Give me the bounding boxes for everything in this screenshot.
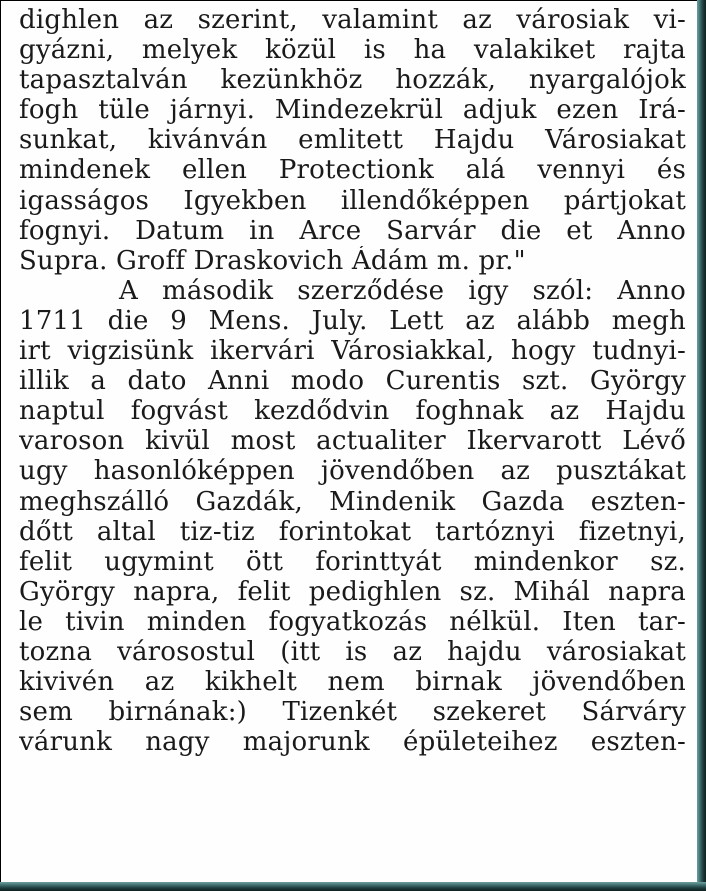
frame-shadow-right <box>697 0 706 891</box>
text-line: fogh tüle járnyi. Mindezekrül adjuk ezen Irá- <box>19 95 686 126</box>
text-line: dőtt altal tiz-tiz forintokat tartóznyi fizetnyi, <box>19 516 686 547</box>
text-line: gyázni, melyek közül is ha valakiket rajta <box>19 35 686 66</box>
newspaper-clipping <box>1 1 697 882</box>
text-line: Supra. Groff Draskovich Ádám m. pr." <box>19 245 526 276</box>
text-line: fognyi. Datum in Arce Sarvár die et Anno <box>19 215 686 246</box>
text-line: tapasztalván kezünkhöz hozzák, nyargalójok <box>19 65 686 96</box>
text-line: varoson kivül most actualiter Ikervarott Lévő <box>19 426 686 457</box>
text-line: tozna városostul (itt is az hajdu városiakat <box>19 636 686 667</box>
text-line: naptul fogvást kezdődvin foghnak az Hajdu <box>19 396 686 427</box>
text-line: várunk nagy majorunk épületeihez eszten- <box>19 727 686 758</box>
text-line: György napra, felit pedighlen sz. Mihál napra <box>19 576 686 607</box>
text-line: igasságos Igyekben illendőképpen pártjokat <box>19 185 686 216</box>
text-line: mindenek ellen Protectionk alá vennyi és <box>19 155 686 186</box>
text-line: meghszálló Gazdák, Mindenik Gazda eszten- <box>19 486 686 517</box>
text-line: illik a dato Anni modo Curentis szt. György <box>19 366 686 397</box>
text-line: sem birnának:) Tizenkét szekeret Sárváry <box>19 697 686 728</box>
text-line: 1711 die 9 Mens. July. Lett az alább megh <box>19 305 686 336</box>
text-line: sunkat, kivánván emlitett Hajdu Városiakat <box>19 125 686 156</box>
text-line: kivivén az kikhelt nem birnak jövendőben <box>19 667 686 698</box>
frame-shadow-bottom <box>0 882 706 891</box>
article-text <box>19 5 686 757</box>
text-line: irt vigzisünk ikervári Városiakkal, hogy tudnyi- <box>19 336 686 367</box>
text-line: felit ugymint ött forinttyát mindenkor sz. <box>19 546 686 577</box>
text-line: ugy hasonlóképpen jövendőben az pusztákat <box>19 456 686 487</box>
text-line: dighlen az szerint, valamint az városiak vi- <box>19 5 686 35</box>
text-line: le tivin minden fogyatkozás nélkül. Iten tar- <box>19 606 686 637</box>
paragraph-start-line: A második szerződése igy szól: Anno <box>119 275 686 306</box>
